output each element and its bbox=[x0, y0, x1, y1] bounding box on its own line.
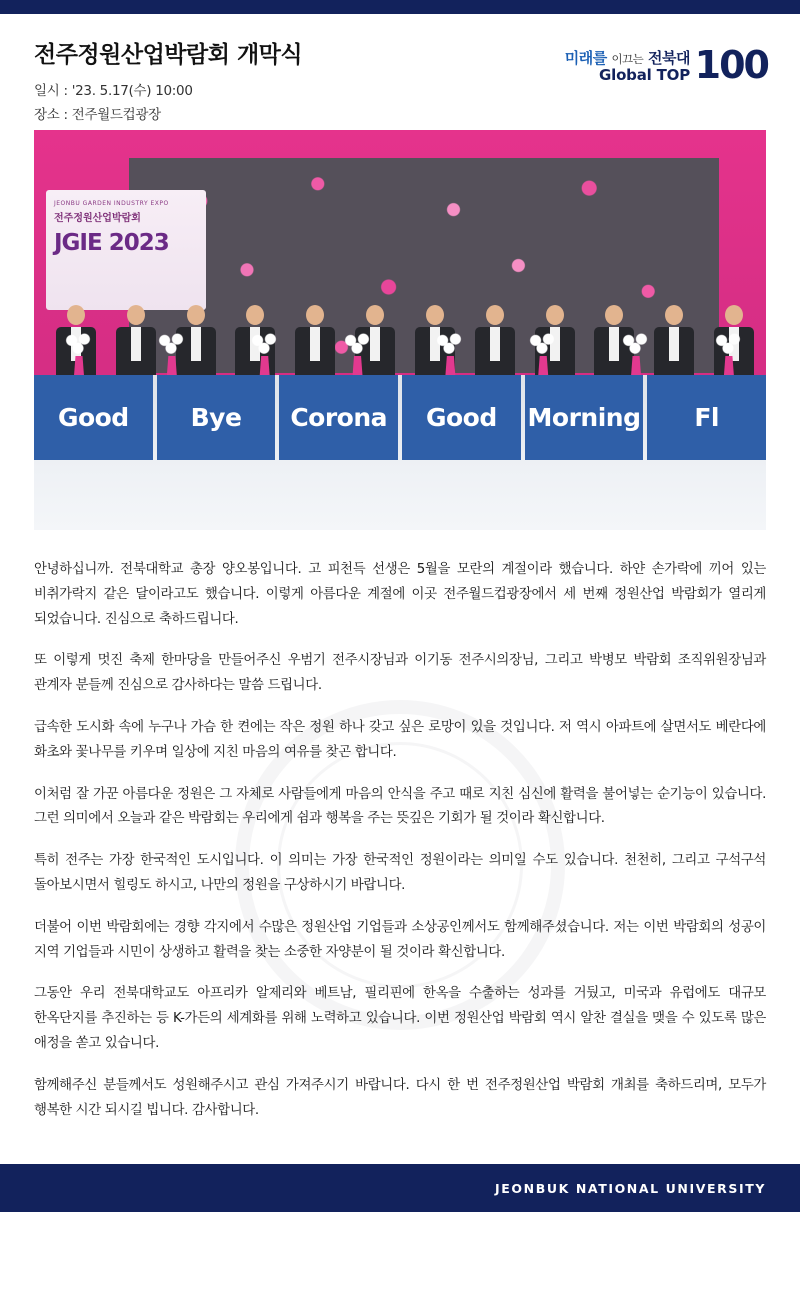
logo-100-mark: 100 bbox=[694, 43, 768, 87]
expo-banner-eng: JEONBU GARDEN INDUSTRY EXPO bbox=[54, 200, 169, 207]
top-accent-bar bbox=[0, 0, 800, 14]
paragraph: 함께해주신 분들께서도 성원해주시고 관심 가져주시기 바랍니다. 다시 한 번 전주정원산업 박람회 개최를 축하드리며, 모두가 행복한 시간 되시길 빕니다. 감사합니다. bbox=[34, 1077, 766, 1118]
stage-word: Good bbox=[402, 375, 521, 460]
logo-global-top bbox=[565, 67, 690, 84]
stage-word: Corona bbox=[279, 375, 398, 460]
page-title: 전주정원산업박람회 개막식 bbox=[34, 42, 303, 68]
event-place-line: 장소 : 전주월드컵광장 bbox=[34, 107, 161, 123]
speech-body bbox=[0, 530, 800, 1150]
university-logo bbox=[564, 43, 768, 102]
logo-tagline bbox=[565, 50, 690, 67]
paragraph: 안녕하십니까. 전북대학교 총장 양오봉입니다. 고 피천득 선생은 5월을 모란의 계절이라 했습니다. 하얀 손가락에 끼어 있는 비취가락지 같은 달이라고도 했습니다. 이렇게 아름다운 계절에 이곳 전주월드컵광장에서 세 번째 정원산업 박람회가 열리게 되었습니다. 진심으로 축하드립니다. bbox=[34, 562, 766, 627]
expo-banner-korean: 전주정원산업박람회 bbox=[54, 213, 141, 224]
logo-tagline-suffix: 전북대 bbox=[648, 49, 690, 67]
paragraph: 더불어 이번 박람회에는 경향 각지에서 수많은 정원산업 기업들과 소상공인께서도 함께해주셨습니다. 저는 이번 박람회의 성공이 지역 기업들과 시민이 상생하고 활력을 찾는 소중한 자양분이 될 것이라 확신합니다. bbox=[34, 919, 766, 960]
event-date-line: 일시 : '23. 5.17(수) 10:00 bbox=[34, 83, 193, 99]
document-header bbox=[0, 14, 800, 130]
footer-university-name: JEONBUK NATIONAL UNIVERSITY bbox=[495, 1180, 766, 1196]
logo-global-label: Global bbox=[599, 65, 652, 84]
stage-word: Morning bbox=[525, 375, 644, 460]
stage-word: Bye bbox=[157, 375, 276, 460]
document-footer bbox=[0, 1164, 800, 1212]
stage-word: Fl bbox=[647, 375, 766, 460]
expo-banner-title: JGIE 2023 bbox=[54, 230, 169, 256]
paragraph: 급속한 도시화 속에 누구나 가슴 한 켠에는 작은 정원 하나 갖고 싶은 로망이 있을 것입니다. 저 역시 아파트에 살면서도 베란다에 화초와 꽃나무를 키우며 일상에 지친 마음의 여유를 찾곤 합니다. bbox=[34, 719, 766, 760]
event-photo bbox=[34, 130, 766, 530]
logo-text-block bbox=[565, 50, 690, 83]
paragraph: 또 이렇게 멋진 축제 한마당을 만들어주신 우범기 전주시장님과 이기동 전주시의장님, 그리고 박병모 박람회 조직위원장님과 관계자 분들께 진심으로 감사하다는 말씀 드립니다. bbox=[34, 653, 766, 694]
paragraph: 그동안 우리 전북대학교도 아프리카 알제리와 베트남, 필리핀에 한옥을 수출하는 성과를 거뒀고, 미국과 유럽에도 대규모 한옥단지를 추진하는 등 K-가든의 세계화를 위해 노력하고 있습니다. 이번 정원산업 박람회 역시 알찬 결실을 맺을 수 있도록 많은 애정을 쏟고 있습니다. bbox=[34, 986, 767, 1051]
paragraph: 이처럼 잘 가꾼 아름다운 정원은 그 자체로 사람들에게 마음의 안식을 주고 때로 지친 심신에 활력을 불어넣는 순기능이 있습니다. 그런 의미에서 오늘과 같은 박람회는 우리에게 쉼과 행복을 주는 뜻깊은 기회가 될 것이라 확신합니다. bbox=[34, 786, 766, 827]
logo-top-label: TOP bbox=[656, 65, 690, 84]
stage-word: Good bbox=[34, 375, 153, 460]
logo-tagline-prefix: 미래를 bbox=[564, 49, 607, 67]
expo-banner bbox=[46, 190, 206, 310]
paragraph: 특히 전주는 가장 한국적인 도시입니다. 이 의미는 가장 한국적인 정원이라는 의미일 수도 있습니다. 천천히, 그리고 구석구석 돌아보시면서 힐링도 하시고, 나만의 정원을 구상하시기 바랍니다. bbox=[34, 853, 766, 893]
logo-tagline-mid: 이끄는 bbox=[611, 52, 644, 66]
stage-word-panels bbox=[34, 375, 766, 460]
